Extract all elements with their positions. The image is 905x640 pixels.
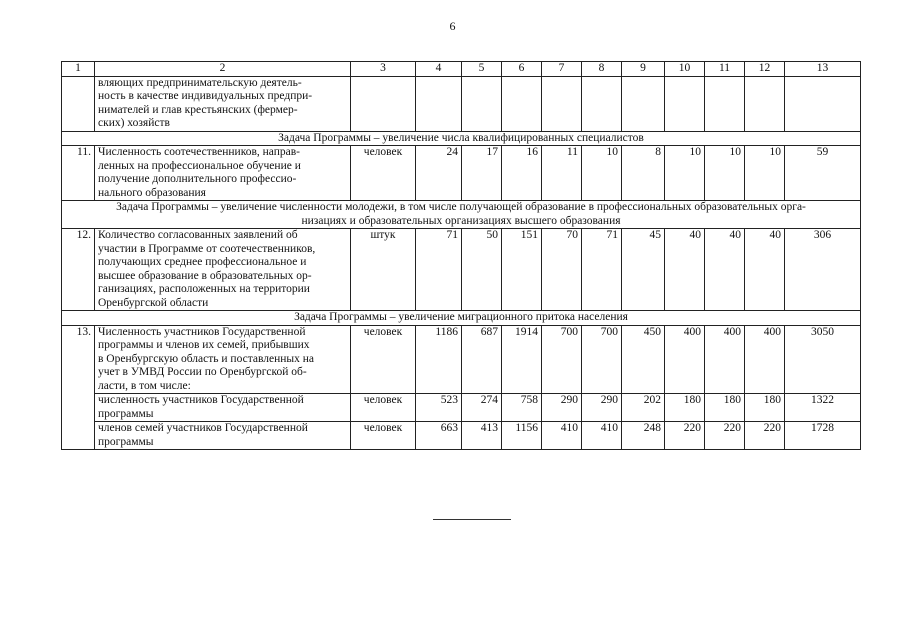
row-value: 180 [665,394,705,422]
row-value: 151 [502,229,542,311]
row-value: 290 [582,394,622,422]
header-cell: 7 [542,62,582,77]
row-value: 71 [416,229,462,311]
row-value: 700 [542,325,582,394]
row-name: членов семей участников Государственной программы [95,422,351,450]
row-value: 17 [462,146,502,201]
row-value: 400 [665,325,705,394]
row-value: 70 [542,229,582,311]
header-cell: 5 [462,62,502,77]
row-total: 59 [785,146,861,201]
row-value: 290 [542,394,582,422]
header-cell: 1 [62,62,95,77]
row-value: 663 [416,422,462,450]
header-cell: 12 [745,62,785,77]
header-cell: 10 [665,62,705,77]
header-cell: 2 [95,62,351,77]
header-cell: 11 [705,62,745,77]
continuation-text: вляющих предпринимательскую деятель- ность в качестве индивидуальных предпри- нимателей и глав крестьянских (фермер- ских) хозяйств [95,76,351,131]
row-value: 413 [462,422,502,450]
row-value: 450 [622,325,665,394]
row-value: 180 [745,394,785,422]
row-value: 202 [622,394,665,422]
row-value: 274 [462,394,502,422]
row-unit: человек [351,325,416,394]
row-value: 400 [705,325,745,394]
row-value: 11 [542,146,582,201]
row-name: Численность участников Государственной программы и членов их семей, прибывших в Оренбургскую область и поставленных на учет в УМВД России по Оренбургской об- ласти, в том числе: [95,325,351,394]
row-value: 40 [745,229,785,311]
row-total: 1728 [785,422,861,450]
row-value: 1914 [502,325,542,394]
header-cell: 6 [502,62,542,77]
row-value: 10 [705,146,745,201]
header-cell: 4 [416,62,462,77]
row-value: 50 [462,229,502,311]
row-value: 10 [665,146,705,201]
table-row [62,146,861,201]
row-unit: человек [351,394,416,422]
row-value: 700 [582,325,622,394]
task-row [62,311,861,326]
row-value: 40 [705,229,745,311]
task-row [62,131,861,146]
task-heading-3: Задача Программы – увеличение миграционного притока населения [62,311,861,326]
header-cell: 8 [582,62,622,77]
row-name: Количество согласованных заявлений об участии в Программе от соотечественников, получающих среднее профессиональное и высшее образование в образовательных ор- ганизациях, расположенных на территории Оренбургской области [95,229,351,311]
row-total: 1322 [785,394,861,422]
table-row [62,422,861,450]
row-unit: человек [351,146,416,201]
table-row [62,394,861,422]
row-value: 523 [416,394,462,422]
row-unit: человек [351,422,416,450]
row-value: 220 [705,422,745,450]
row-value: 410 [582,422,622,450]
header-cell: 3 [351,62,416,77]
row-value: 16 [502,146,542,201]
row-value: 400 [745,325,785,394]
header-cell: 13 [785,62,861,77]
row-value: 220 [745,422,785,450]
row-name: Численность соотечественников, направ- ленных на профессиональное обучение и получение дополнительного профессио- нального образования [95,146,351,201]
end-separator-line [433,519,511,520]
indicators-table [61,61,861,450]
row-value: 45 [622,229,665,311]
row-total: 3050 [785,325,861,394]
row-value: 248 [622,422,665,450]
row-value: 1186 [416,325,462,394]
row-value: 24 [416,146,462,201]
task-heading-1: Задача Программы – увеличение числа квалифицированных специалистов [62,131,861,146]
row-total: 306 [785,229,861,311]
table-row [62,229,861,311]
row-value: 180 [705,394,745,422]
row-value: 10 [745,146,785,201]
row-value: 410 [542,422,582,450]
row-value: 8 [622,146,665,201]
row-value: 758 [502,394,542,422]
row-name: численность участников Государственной программы [95,394,351,422]
row-value: 71 [582,229,622,311]
header-row [62,62,861,77]
row-value: 1156 [502,422,542,450]
task-heading-2: Задача Программы – увеличение численности молодежи, в том числе получающей образование в профессиональных образовательных орга- низациях и образовательных организациях высшего образования [62,201,861,229]
row-number: 13. [62,325,95,450]
row-value: 40 [665,229,705,311]
task-row [62,201,861,229]
row-value: 220 [665,422,705,450]
table-row [62,325,861,394]
row-number: 12. [62,229,95,311]
row-unit: штук [351,229,416,311]
row-value: 10 [582,146,622,201]
row-number: 11. [62,146,95,201]
row-value: 687 [462,325,502,394]
page-number: 6 [449,19,456,33]
table-row-continuation [62,76,861,131]
header-cell: 9 [622,62,665,77]
